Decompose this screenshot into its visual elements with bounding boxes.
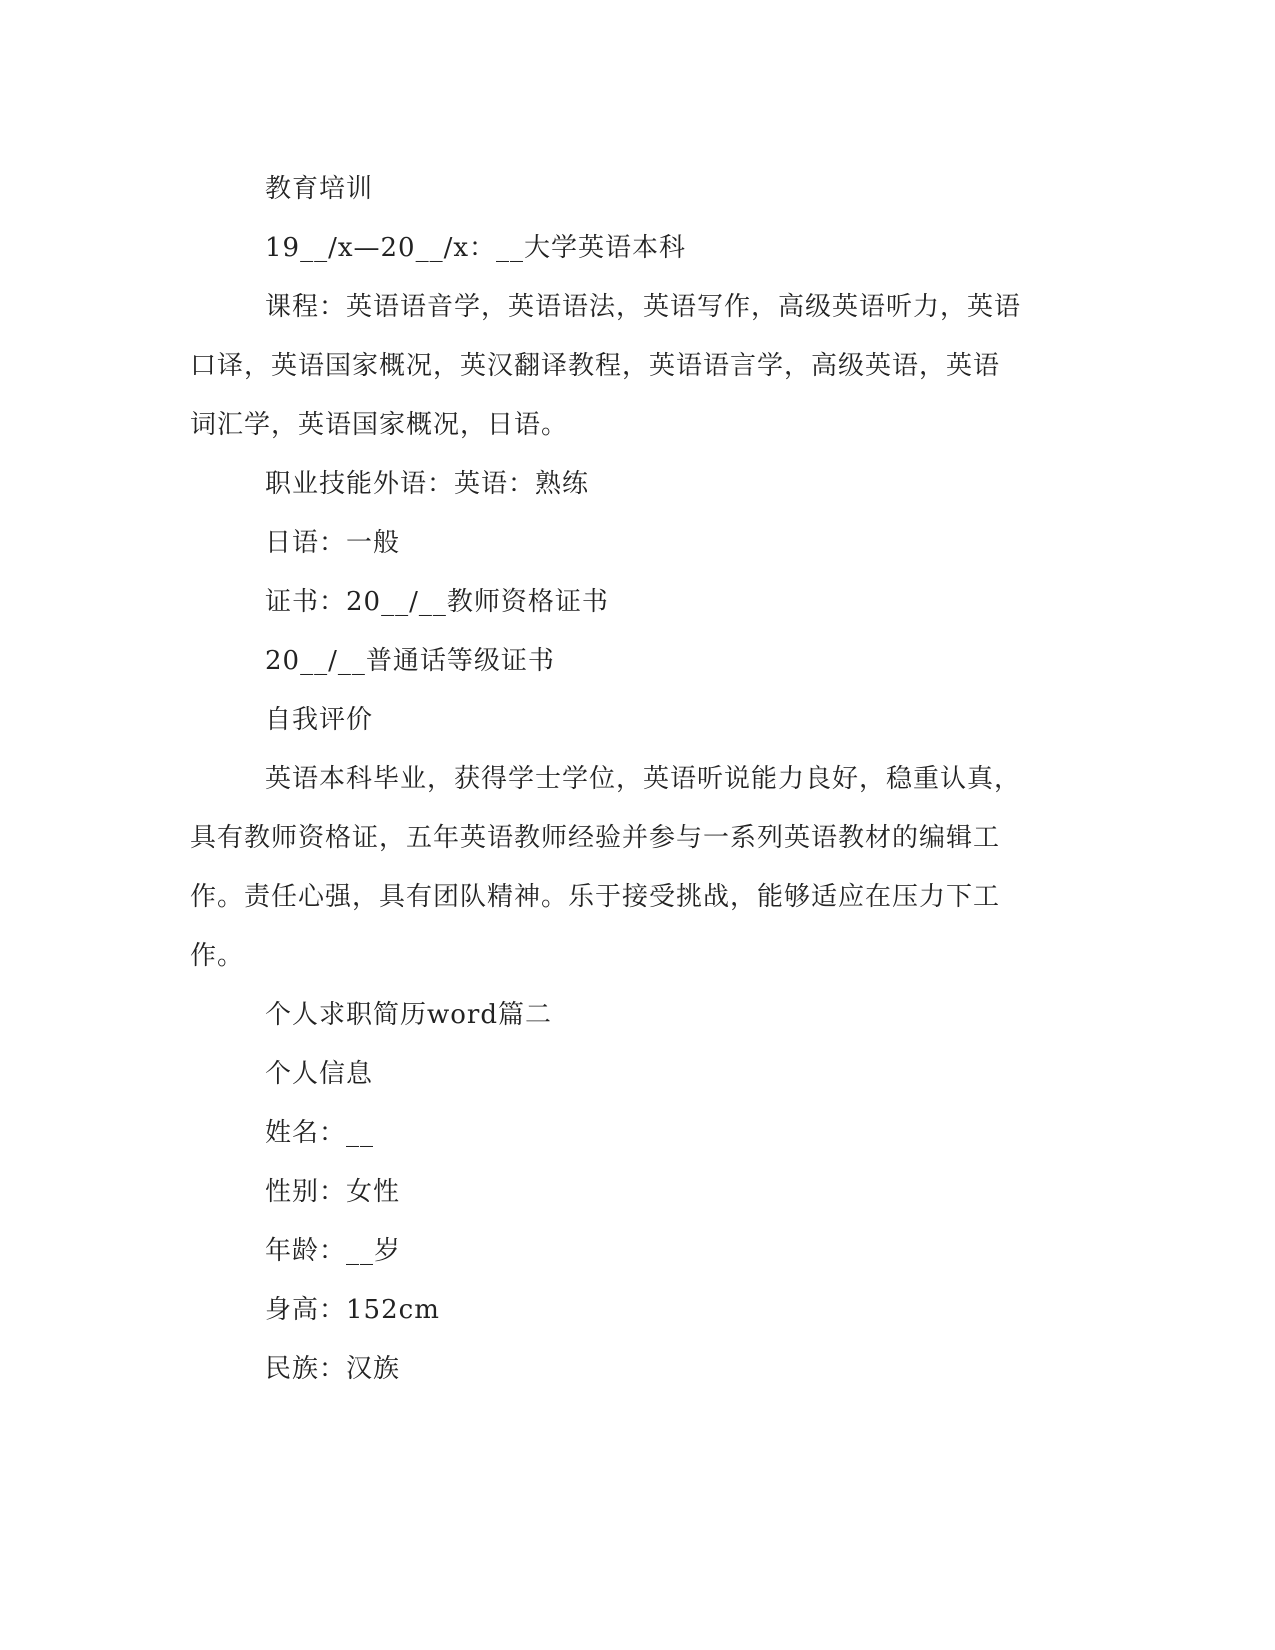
self-eval-heading: 自我评价	[265, 705, 374, 735]
courses-line: 课程：英语语音学，英语语法，英语写作，高级英语听力，英语	[265, 292, 1022, 322]
self-eval-line: 英语本科毕业，获得学士学位，英语听说能力良好，稳重认真，	[265, 764, 1022, 794]
age-line: 年龄：__岁	[265, 1236, 402, 1266]
gender-line: 性别：女性	[265, 1177, 401, 1207]
courses-paragraph	[190, 278, 1080, 455]
skills-english: 职业技能外语：英语：熟练	[265, 469, 590, 499]
education-heading: 教育培训	[265, 174, 374, 204]
self-eval-line: 作。	[190, 941, 245, 971]
courses-line: 词汇学，英语国家概况，日语。	[190, 410, 569, 440]
name-line: 姓名：__	[265, 1118, 375, 1148]
courses-line: 口译，英语国家概况，英汉翻译教程，英语语言学，高级英语，英语	[190, 351, 1001, 381]
ethnicity-line: 民族：汉族	[265, 1354, 401, 1384]
document-body	[190, 160, 1080, 1399]
height-line: 身高：152cm	[265, 1295, 440, 1325]
self-eval-paragraph	[190, 750, 1080, 986]
self-eval-line: 作。责任心强，具有团队精神。乐于接受挑战，能够适应在压力下工	[190, 882, 1001, 912]
certificate-teacher: 证书：20__/__教师资格证书	[265, 587, 609, 617]
certificate-mandarin: 20__/__普通话等级证书	[265, 646, 555, 676]
education-period: 19__/x—20__/x：__大学英语本科	[265, 233, 687, 263]
personal-info-heading: 个人信息	[265, 1059, 374, 1089]
skills-japanese: 日语：一般	[265, 528, 401, 558]
self-eval-line: 具有教师资格证，五年英语教师经验并参与一系列英语教材的编辑工	[190, 823, 1001, 853]
section-two-title: 个人求职简历word篇二	[265, 1000, 552, 1030]
